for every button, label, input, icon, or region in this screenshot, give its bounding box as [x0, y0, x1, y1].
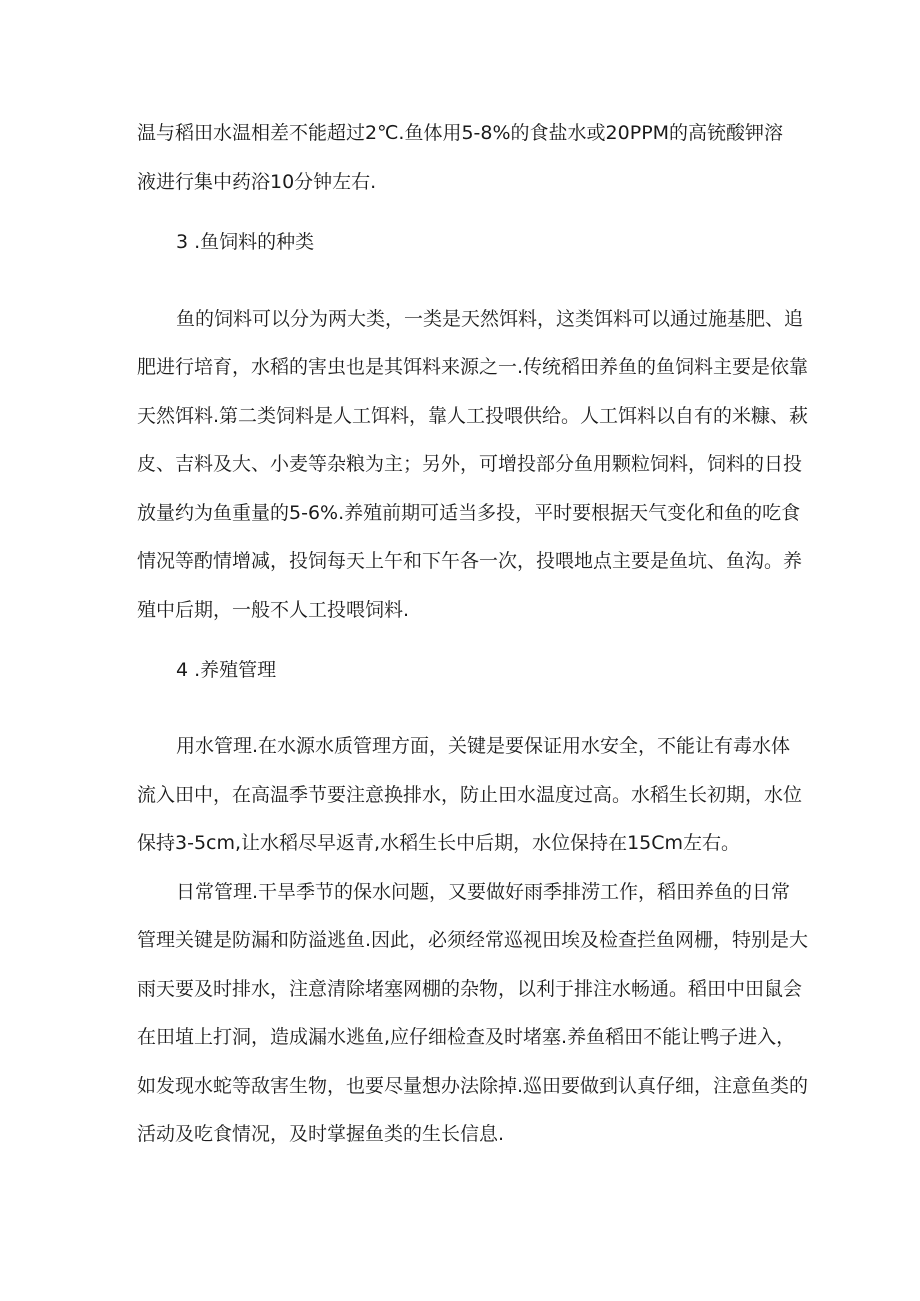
- text-line: 放量约为鱼重量的5-6%.养殖前期可适当多投，平时要根据天气变化和鱼的吃食: [137, 502, 801, 524]
- text-line: 殖中后期，一般不人工投喂饲料.: [137, 599, 410, 621]
- paragraph-line: 日常管理.干旱季节的保水问题，又要做好雨季排涝工作，稻田养鱼的日常: [176, 881, 791, 903]
- text-line: 皮、吉料及大、小麦等杂粮为主；另外，可增投部分鱼用颗粒饲料，饲料的日投: [137, 453, 803, 475]
- text-line: 天然饵料.第二类饲料是人工饵料，靠人工投喂供给。人工饵料以自有的米糠、萩: [137, 405, 809, 427]
- text-line: 如发现水蛇等敌害生物，也要尽量想办法除掉.巡田要做到认真仔细，注意鱼类的: [137, 1075, 809, 1097]
- text-line: 管理关键是防漏和防溢逃鱼.因此，必须经常巡视田埃及检查拦鱼网栅，特别是大: [137, 929, 809, 951]
- text-line: 情况等酌情增减，投饲每天上午和下午各一次，投喂地点主要是鱼坑、鱼沟。养: [137, 550, 803, 572]
- text-line: 保持3-5cm,让水稻尽早返青,水稻生长中后期，水位保持在15Cm左右。: [137, 832, 741, 854]
- paragraph-line: 用水管理.在水源水质管理方面，关键是要保证用水安全，不能让有毒水体: [176, 735, 791, 757]
- text-line: 肥进行培育，水稻的害虫也是其饵料来源之一.传统稻田养鱼的鱼饲料主要是依靠: [137, 356, 809, 378]
- section-heading: 3 .鱼饲料的种类: [176, 231, 315, 253]
- text-line: 活动及吃食情况，及时掌握鱼类的生长信息.: [137, 1123, 505, 1145]
- text-line: 液进行集中药浴10分钟左右.: [137, 171, 377, 193]
- text-line: 在田埴上打洞，造成漏水逃鱼,应仔细检查及时堵塞.养鱼稻田不能让鸭子进入，: [137, 1026, 796, 1048]
- section-heading: 4 .养殖管理: [176, 659, 277, 681]
- paragraph-line: 鱼的饲料可以分为两大类，一类是天然饵料，这类饵料可以通过施基肥、追: [176, 308, 804, 330]
- text-line: 流入田中，在高温季节要注意换排水，防止田水温度过高。水稻生长初期，水位: [137, 784, 803, 806]
- text-line: 温与稻田水温相差不能超过2℃.鱼体用5-8%的食盐水或20PPM的高铳酸钾溶: [137, 122, 784, 144]
- text-line: 雨天要及时排水，注意清除堵塞网棚的杂物，以利于排注水畅通。稻田中田鼠会: [137, 978, 803, 1000]
